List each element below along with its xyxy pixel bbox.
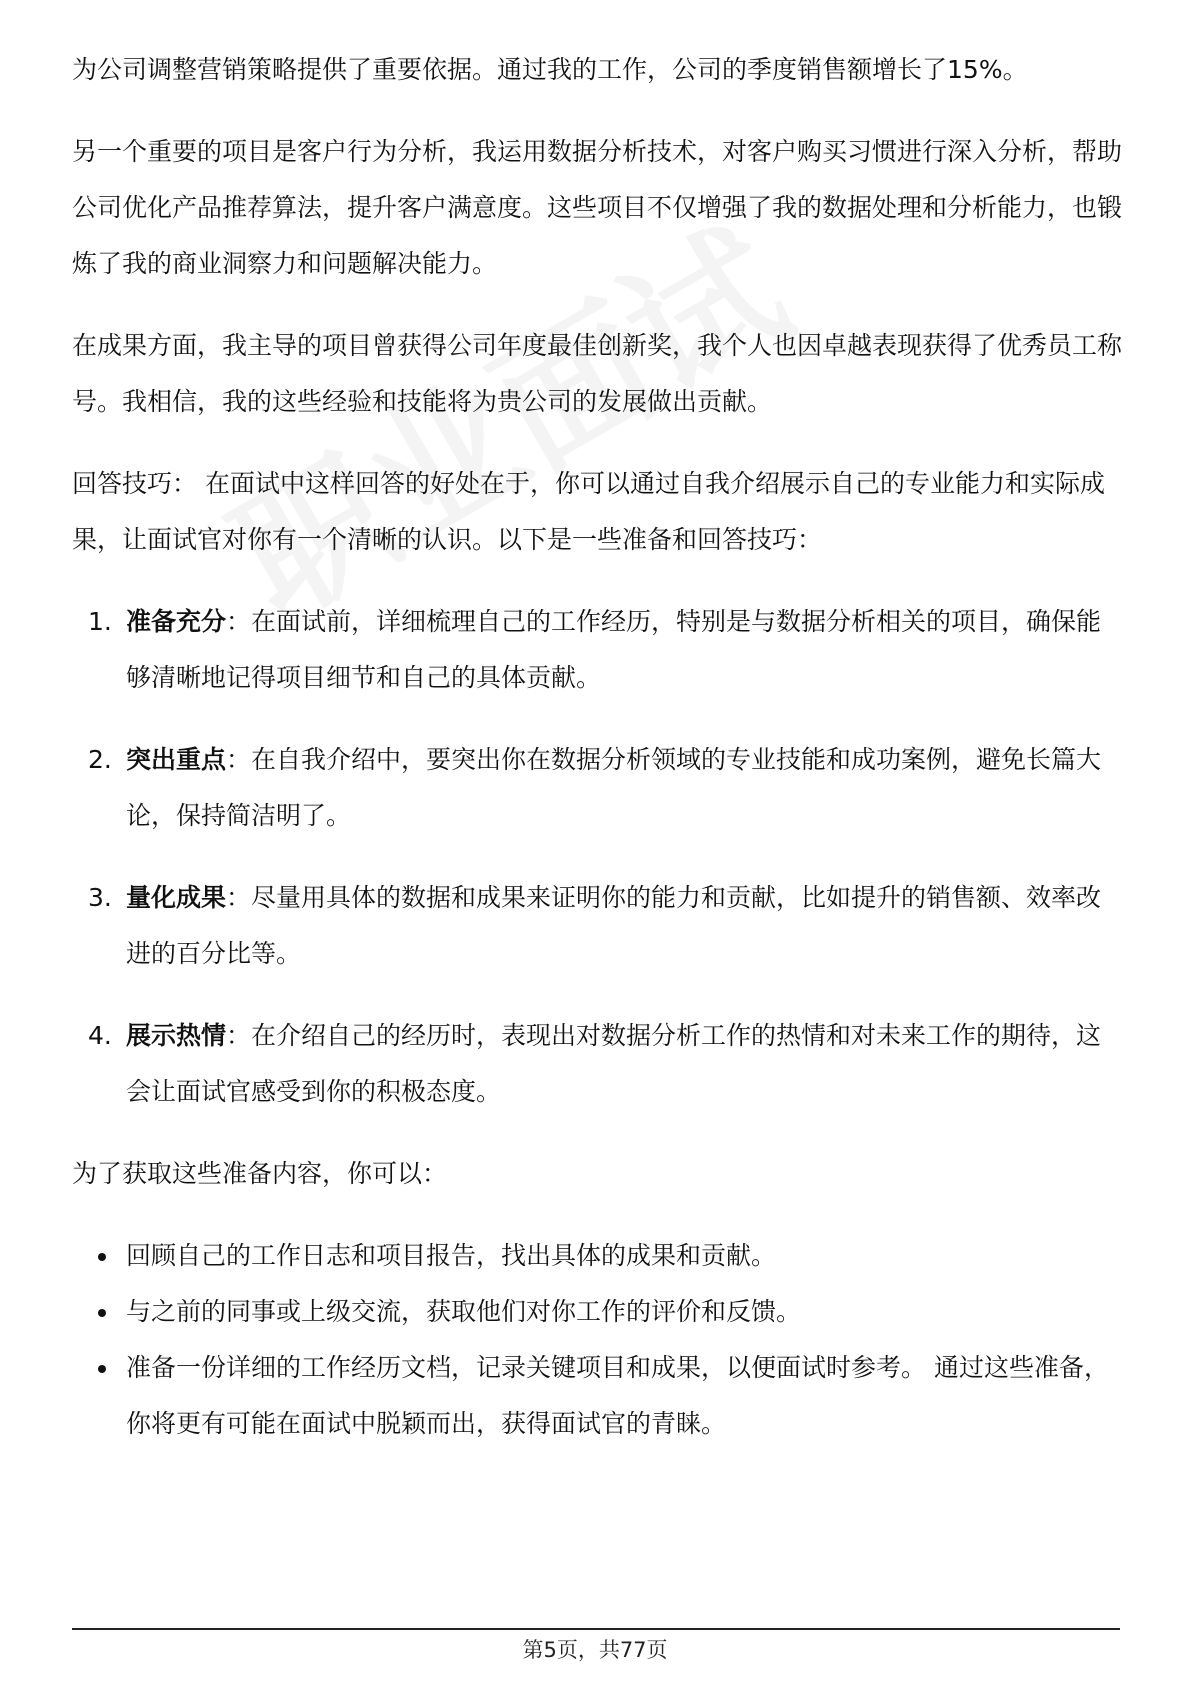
tip-text: ：在面试前，详细梳理自己的工作经历，特别是与数据分析相关的项目，确保能够清晰地记得项目细节和自己的具体贡献。 bbox=[126, 607, 1102, 692]
tip-number: 4. bbox=[88, 1021, 112, 1050]
tip-title: 量化成果 bbox=[126, 883, 227, 912]
tip-text: ：在介绍自己的经历时，表现出对数据分析工作的热情和对未来工作的期待，这会让面试官感受到你的积极态度。 bbox=[126, 1021, 1102, 1106]
bullet-dot-icon bbox=[98, 1253, 106, 1261]
tip-item bbox=[72, 594, 1122, 706]
paragraph-sales-growth: 为公司调整营销策略提供了重要依据。通过我的工作，公司的季度销售额增长了15%。 bbox=[72, 55, 1028, 84]
tip-number: 3. bbox=[88, 883, 112, 912]
tip-item bbox=[72, 870, 1122, 982]
preparation-bullet-list bbox=[72, 1228, 1122, 1452]
tip-item bbox=[72, 1008, 1122, 1120]
bullet-text: 回顾自己的工作日志和项目报告，找出具体的成果和贡献。 bbox=[126, 1241, 777, 1270]
bullet-dot-icon bbox=[98, 1309, 106, 1317]
bullet-text: 准备一份详细的工作经历文档，记录关键项目和成果，以便面试时参考。 通过这些准备，你将更有可能在面试中脱颖而出，获得面试官的青睐。 bbox=[126, 1353, 1109, 1438]
bullet-item bbox=[72, 1340, 1122, 1452]
tip-text: ：尽量用具体的数据和成果来证明你的能力和贡献，比如提升的销售额、效率改进的百分比等。 bbox=[126, 883, 1102, 968]
paragraph-preparation-intro: 为了获取这些准备内容，你可以： bbox=[72, 1159, 448, 1188]
paragraph-customer-analysis: 另一个重要的项目是客户行为分析，我运用数据分析技术，对客户购买习惯进行深入分析，帮助公司优化产品推荐算法，提升客户满意度。这些项目不仅增强了我的数据处理和分析能力，也锻炼了我的商业洞察力和问题解决能力。 bbox=[72, 137, 1123, 278]
bullet-dot-icon bbox=[98, 1365, 106, 1373]
bullet-item bbox=[72, 1228, 1122, 1284]
tip-text: ：在自我介绍中，要突出你在数据分析领域的专业技能和成功案例，避免长篇大论，保持简洁明了。 bbox=[126, 745, 1102, 830]
document-body bbox=[72, 42, 1122, 1452]
tip-title: 展示热情 bbox=[126, 1021, 227, 1050]
bullet-item bbox=[72, 1284, 1122, 1340]
tips-list bbox=[72, 594, 1122, 1120]
paragraph-answer-tips: 回答技巧： 在面试中这样回答的好处在于，你可以通过自我介绍展示自己的专业能力和实际成果，让面试官对你有一个清晰的认识。以下是一些准备和回答技巧： bbox=[72, 469, 1105, 554]
tip-number: 2. bbox=[88, 745, 112, 774]
footer-divider bbox=[72, 1628, 1120, 1630]
tip-title: 准备充分 bbox=[126, 607, 227, 636]
bullet-text: 与之前的同事或上级交流，获取他们对你工作的评价和反馈。 bbox=[126, 1297, 802, 1326]
tip-title: 突出重点 bbox=[126, 745, 227, 774]
tip-number: 1. bbox=[88, 607, 112, 636]
page-number: 第5页，共77页 bbox=[522, 1638, 668, 1662]
paragraph-achievements: 在成果方面，我主导的项目曾获得公司年度最佳创新奖，我个人也因卓越表现获得了优秀员工称号。我相信，我的这些经验和技能将为贵公司的发展做出贡献。 bbox=[72, 331, 1123, 416]
tip-item bbox=[72, 732, 1122, 844]
